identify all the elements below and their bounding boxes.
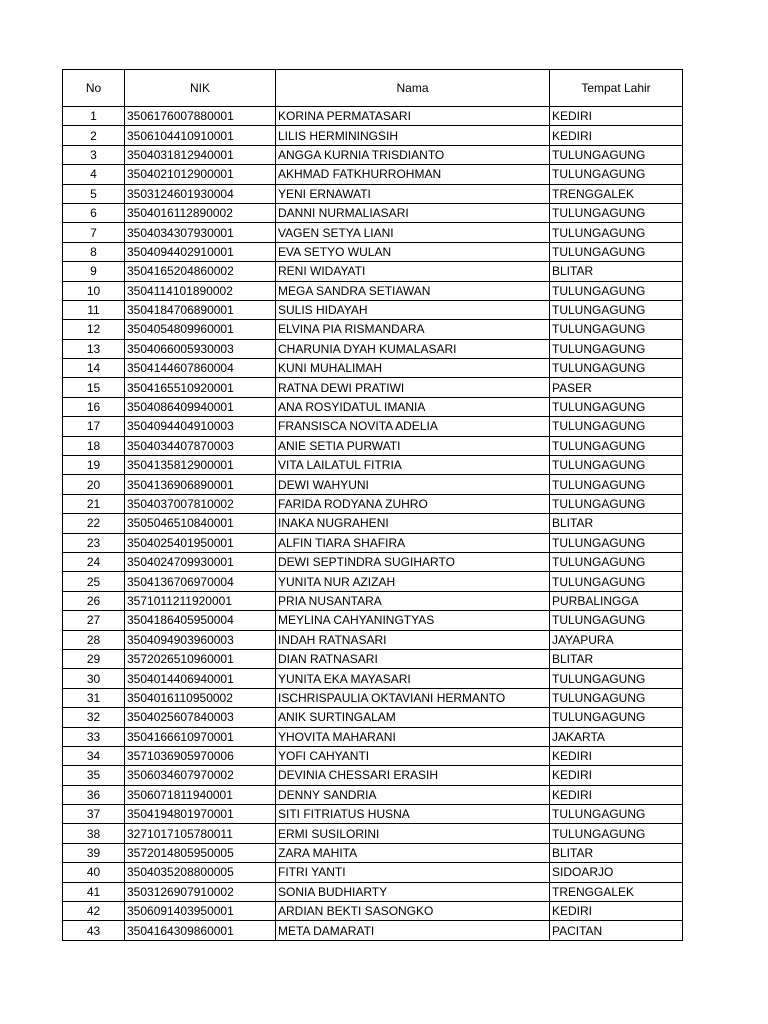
cell-nik: 3504034407870003 xyxy=(125,436,276,455)
cell-nik: 3504016112890002 xyxy=(125,203,276,222)
cell-no: 33 xyxy=(63,727,125,746)
cell-tempat-lahir: TULUNGAGUNG xyxy=(550,669,683,688)
cell-tempat-lahir: TULUNGAGUNG xyxy=(550,708,683,727)
cell-no: 36 xyxy=(63,785,125,804)
table-row xyxy=(63,378,683,397)
cell-nama: YHOVITA MAHARANI xyxy=(276,727,550,746)
cell-no: 3 xyxy=(63,145,125,164)
cell-nama: DANNI NURMALIASARI xyxy=(276,203,550,222)
table-row xyxy=(63,649,683,668)
cell-nama: ANIE SETIA PURWATI xyxy=(276,436,550,455)
cell-nama: DIAN RATNASARI xyxy=(276,649,550,668)
cell-nik: 3504066005930003 xyxy=(125,339,276,358)
cell-nik: 3504164309860001 xyxy=(125,921,276,940)
cell-nama: INAKA NUGRAHENI xyxy=(276,514,550,533)
cell-nama: AKHMAD FATKHURROHMAN xyxy=(276,165,550,184)
cell-no: 21 xyxy=(63,494,125,513)
cell-nik: 3506091403950001 xyxy=(125,902,276,921)
cell-tempat-lahir: KEDIRI xyxy=(550,902,683,921)
table-row xyxy=(63,882,683,901)
cell-nama: MEYLINA CAHYANINGTYAS xyxy=(276,611,550,630)
table-row xyxy=(63,902,683,921)
table-row xyxy=(63,417,683,436)
cell-nik: 3504025607840003 xyxy=(125,708,276,727)
cell-no: 24 xyxy=(63,552,125,571)
table-row xyxy=(63,203,683,222)
cell-no: 43 xyxy=(63,921,125,940)
cell-nik: 3504094402910001 xyxy=(125,242,276,261)
cell-tempat-lahir: TULUNGAGUNG xyxy=(550,397,683,416)
cell-nik: 3504025401950001 xyxy=(125,533,276,552)
header-no: No xyxy=(63,70,125,107)
cell-nik: 3506071811940001 xyxy=(125,785,276,804)
cell-no: 4 xyxy=(63,165,125,184)
cell-tempat-lahir: TULUNGAGUNG xyxy=(550,572,683,591)
cell-no: 17 xyxy=(63,417,125,436)
cell-no: 20 xyxy=(63,475,125,494)
cell-no: 41 xyxy=(63,882,125,901)
cell-tempat-lahir: TULUNGAGUNG xyxy=(550,456,683,475)
cell-nik: 3505046510840001 xyxy=(125,514,276,533)
cell-nik: 3271017105780011 xyxy=(125,824,276,843)
cell-nama: ARDIAN BEKTI SASONGKO xyxy=(276,902,550,921)
cell-nik: 3506176007880001 xyxy=(125,107,276,126)
table-row xyxy=(63,766,683,785)
table-row xyxy=(63,591,683,610)
table-row xyxy=(63,611,683,630)
cell-no: 14 xyxy=(63,359,125,378)
table-row xyxy=(63,107,683,126)
cell-no: 1 xyxy=(63,107,125,126)
cell-nik: 3504086409940001 xyxy=(125,397,276,416)
cell-nama: PRIA NUSANTARA xyxy=(276,591,550,610)
cell-nama: YOFI CAHYANTI xyxy=(276,746,550,765)
cell-no: 6 xyxy=(63,203,125,222)
cell-nik: 3504194801970001 xyxy=(125,805,276,824)
cell-nik: 3504016110950002 xyxy=(125,688,276,707)
table-row xyxy=(63,475,683,494)
cell-no: 5 xyxy=(63,184,125,203)
cell-tempat-lahir: TULUNGAGUNG xyxy=(550,300,683,319)
cell-tempat-lahir: PACITAN xyxy=(550,921,683,940)
cell-tempat-lahir: KEDIRI xyxy=(550,746,683,765)
cell-nama: YUNITA NUR AZIZAH xyxy=(276,572,550,591)
cell-nama: MEGA SANDRA SETIAWAN xyxy=(276,281,550,300)
table-row xyxy=(63,397,683,416)
cell-no: 13 xyxy=(63,339,125,358)
cell-nama: FITRI YANTI xyxy=(276,863,550,882)
table-row xyxy=(63,669,683,688)
table-row xyxy=(63,514,683,533)
cell-no: 35 xyxy=(63,766,125,785)
cell-tempat-lahir: TULUNGAGUNG xyxy=(550,805,683,824)
table-row xyxy=(63,863,683,882)
cell-nik: 3504024709930001 xyxy=(125,552,276,571)
cell-no: 15 xyxy=(63,378,125,397)
cell-nama: ANA ROSYIDATUL IMANIA xyxy=(276,397,550,416)
cell-no: 26 xyxy=(63,591,125,610)
cell-tempat-lahir: TULUNGAGUNG xyxy=(550,417,683,436)
cell-nik: 3504031812940001 xyxy=(125,145,276,164)
cell-nik: 3504136706970004 xyxy=(125,572,276,591)
cell-nik: 3572026510960001 xyxy=(125,649,276,668)
header-tempat-lahir: Tempat Lahir xyxy=(550,70,683,107)
table-row xyxy=(63,572,683,591)
cell-nama: LILIS HERMININGSIH xyxy=(276,126,550,145)
cell-nik: 3504014406940001 xyxy=(125,669,276,688)
cell-nik: 3504144607860004 xyxy=(125,359,276,378)
header-row xyxy=(63,70,683,107)
cell-nama: YUNITA EKA MAYASARI xyxy=(276,669,550,688)
cell-nama: CHARUNIA DYAH KUMALASARI xyxy=(276,339,550,358)
cell-nik: 3504094903960003 xyxy=(125,630,276,649)
cell-nama: SITI FITRIATUS HUSNA xyxy=(276,805,550,824)
cell-tempat-lahir: KEDIRI xyxy=(550,126,683,145)
table-row xyxy=(63,300,683,319)
cell-tempat-lahir: BLITAR xyxy=(550,843,683,862)
cell-nama: RATNA DEWI PRATIWI xyxy=(276,378,550,397)
cell-tempat-lahir: KEDIRI xyxy=(550,766,683,785)
cell-nama: INDAH RATNASARI xyxy=(276,630,550,649)
cell-nama: META DAMARATI xyxy=(276,921,550,940)
cell-nama: DENNY SANDRIA xyxy=(276,785,550,804)
table-row xyxy=(63,281,683,300)
table-row xyxy=(63,436,683,455)
cell-nik: 3504184706890001 xyxy=(125,300,276,319)
cell-nik: 3506104410910001 xyxy=(125,126,276,145)
cell-no: 9 xyxy=(63,262,125,281)
table-row xyxy=(63,262,683,281)
cell-no: 27 xyxy=(63,611,125,630)
cell-nik: 3504135812900001 xyxy=(125,456,276,475)
cell-no: 8 xyxy=(63,242,125,261)
table-header xyxy=(63,70,683,107)
cell-tempat-lahir: TULUNGAGUNG xyxy=(550,320,683,339)
cell-nama: DEVINIA CHESSARI ERASIH xyxy=(276,766,550,785)
cell-tempat-lahir: KEDIRI xyxy=(550,107,683,126)
cell-nama: ERMI SUSILORINI xyxy=(276,824,550,843)
table-row xyxy=(63,746,683,765)
cell-no: 16 xyxy=(63,397,125,416)
cell-tempat-lahir: PASER xyxy=(550,378,683,397)
cell-tempat-lahir: KEDIRI xyxy=(550,785,683,804)
cell-nama: ANIK SURTINGALAM xyxy=(276,708,550,727)
cell-nik: 3504037007810002 xyxy=(125,494,276,513)
table-row xyxy=(63,824,683,843)
cell-nama: ANGGA KURNIA TRISDIANTO xyxy=(276,145,550,164)
cell-tempat-lahir: BLITAR xyxy=(550,262,683,281)
cell-tempat-lahir: TRENGGALEK xyxy=(550,184,683,203)
cell-no: 12 xyxy=(63,320,125,339)
cell-no: 19 xyxy=(63,456,125,475)
cell-no: 23 xyxy=(63,533,125,552)
cell-no: 2 xyxy=(63,126,125,145)
cell-nama: ELVINA PIA RISMANDARA xyxy=(276,320,550,339)
table-row xyxy=(63,552,683,571)
table-row xyxy=(63,843,683,862)
cell-nama: VITA LAILATUL FITRIA xyxy=(276,456,550,475)
cell-tempat-lahir: TULUNGAGUNG xyxy=(550,203,683,222)
cell-nik: 3504035208800005 xyxy=(125,863,276,882)
table-row xyxy=(63,785,683,804)
table-row xyxy=(63,456,683,475)
table-row xyxy=(63,727,683,746)
cell-tempat-lahir: TRENGGALEK xyxy=(550,882,683,901)
header-nama: Nama xyxy=(276,70,550,107)
cell-nik: 3572014805950005 xyxy=(125,843,276,862)
cell-nik: 3571036905970006 xyxy=(125,746,276,765)
cell-no: 42 xyxy=(63,902,125,921)
cell-tempat-lahir: TULUNGAGUNG xyxy=(550,359,683,378)
cell-no: 11 xyxy=(63,300,125,319)
table-row xyxy=(63,184,683,203)
cell-nama: ZARA MAHITA xyxy=(276,843,550,862)
data-table xyxy=(62,69,683,941)
table-row xyxy=(63,533,683,552)
cell-no: 25 xyxy=(63,572,125,591)
cell-nik: 3504166610970001 xyxy=(125,727,276,746)
cell-nik: 3504186405950004 xyxy=(125,611,276,630)
cell-no: 40 xyxy=(63,863,125,882)
table-row xyxy=(63,223,683,242)
cell-nik: 3571011211920001 xyxy=(125,591,276,610)
cell-tempat-lahir: TULUNGAGUNG xyxy=(550,611,683,630)
cell-tempat-lahir: TULUNGAGUNG xyxy=(550,688,683,707)
table-row xyxy=(63,921,683,940)
table-row xyxy=(63,339,683,358)
cell-nik: 3504054809960001 xyxy=(125,320,276,339)
cell-tempat-lahir: BLITAR xyxy=(550,649,683,668)
cell-tempat-lahir: TULUNGAGUNG xyxy=(550,281,683,300)
cell-nik: 3504165510920001 xyxy=(125,378,276,397)
cell-no: 29 xyxy=(63,649,125,668)
cell-nama: DEWI SEPTINDRA SUGIHARTO xyxy=(276,552,550,571)
cell-nik: 3506034607970002 xyxy=(125,766,276,785)
cell-no: 37 xyxy=(63,805,125,824)
cell-no: 18 xyxy=(63,436,125,455)
table-row xyxy=(63,126,683,145)
cell-nama: FRANSISCA NOVITA ADELIA xyxy=(276,417,550,436)
cell-nama: VAGEN SETYA LIANI xyxy=(276,223,550,242)
table-row xyxy=(63,708,683,727)
cell-tempat-lahir: TULUNGAGUNG xyxy=(550,242,683,261)
cell-tempat-lahir: PURBALINGGA xyxy=(550,591,683,610)
cell-tempat-lahir: JAKARTA xyxy=(550,727,683,746)
cell-nama: EVA SETYO WULAN xyxy=(276,242,550,261)
cell-tempat-lahir: TULUNGAGUNG xyxy=(550,494,683,513)
cell-tempat-lahir: JAYAPURA xyxy=(550,630,683,649)
cell-tempat-lahir: TULUNGAGUNG xyxy=(550,824,683,843)
cell-nama: KORINA PERMATASARI xyxy=(276,107,550,126)
table-row xyxy=(63,805,683,824)
cell-nama: YENI ERNAWATI xyxy=(276,184,550,203)
cell-nik: 3504094404910003 xyxy=(125,417,276,436)
table-row xyxy=(63,145,683,164)
cell-nik: 3504034307930001 xyxy=(125,223,276,242)
cell-nik: 3504021012900001 xyxy=(125,165,276,184)
cell-tempat-lahir: SIDOARJO xyxy=(550,863,683,882)
cell-no: 7 xyxy=(63,223,125,242)
cell-no: 32 xyxy=(63,708,125,727)
cell-tempat-lahir: TULUNGAGUNG xyxy=(550,339,683,358)
cell-nama: RENI WIDAYATI xyxy=(276,262,550,281)
cell-nama: FARIDA RODYANA ZUHRO xyxy=(276,494,550,513)
cell-nik: 3504114101890002 xyxy=(125,281,276,300)
table-row xyxy=(63,630,683,649)
cell-tempat-lahir: TULUNGAGUNG xyxy=(550,223,683,242)
cell-tempat-lahir: TULUNGAGUNG xyxy=(550,533,683,552)
cell-nik: 3504165204860002 xyxy=(125,262,276,281)
cell-nama: ISCHRISPAULIA OKTAVIANI HERMANTO xyxy=(276,688,550,707)
cell-tempat-lahir: TULUNGAGUNG xyxy=(550,552,683,571)
cell-no: 28 xyxy=(63,630,125,649)
cell-no: 30 xyxy=(63,669,125,688)
cell-nama: KUNI MUHALIMAH xyxy=(276,359,550,378)
table-row xyxy=(63,320,683,339)
cell-no: 38 xyxy=(63,824,125,843)
table-row xyxy=(63,165,683,184)
cell-nama: DEWI WAHYUNI xyxy=(276,475,550,494)
table-row xyxy=(63,494,683,513)
cell-nik: 3503124601930004 xyxy=(125,184,276,203)
cell-tempat-lahir: BLITAR xyxy=(550,514,683,533)
cell-no: 22 xyxy=(63,514,125,533)
table-row xyxy=(63,688,683,707)
cell-nama: SONIA BUDHIARTY xyxy=(276,882,550,901)
table-row xyxy=(63,359,683,378)
cell-no: 10 xyxy=(63,281,125,300)
table-body xyxy=(63,107,683,941)
cell-nama: ALFIN TIARA SHAFIRA xyxy=(276,533,550,552)
cell-nik: 3504136906890001 xyxy=(125,475,276,494)
cell-no: 31 xyxy=(63,688,125,707)
cell-tempat-lahir: TULUNGAGUNG xyxy=(550,145,683,164)
cell-tempat-lahir: TULUNGAGUNG xyxy=(550,165,683,184)
table-row xyxy=(63,242,683,261)
cell-tempat-lahir: TULUNGAGUNG xyxy=(550,436,683,455)
cell-nik: 3503126907910002 xyxy=(125,882,276,901)
header-nik: NIK xyxy=(125,70,276,107)
cell-no: 39 xyxy=(63,843,125,862)
cell-no: 34 xyxy=(63,746,125,765)
cell-nama: SULIS HIDAYAH xyxy=(276,300,550,319)
cell-tempat-lahir: TULUNGAGUNG xyxy=(550,475,683,494)
